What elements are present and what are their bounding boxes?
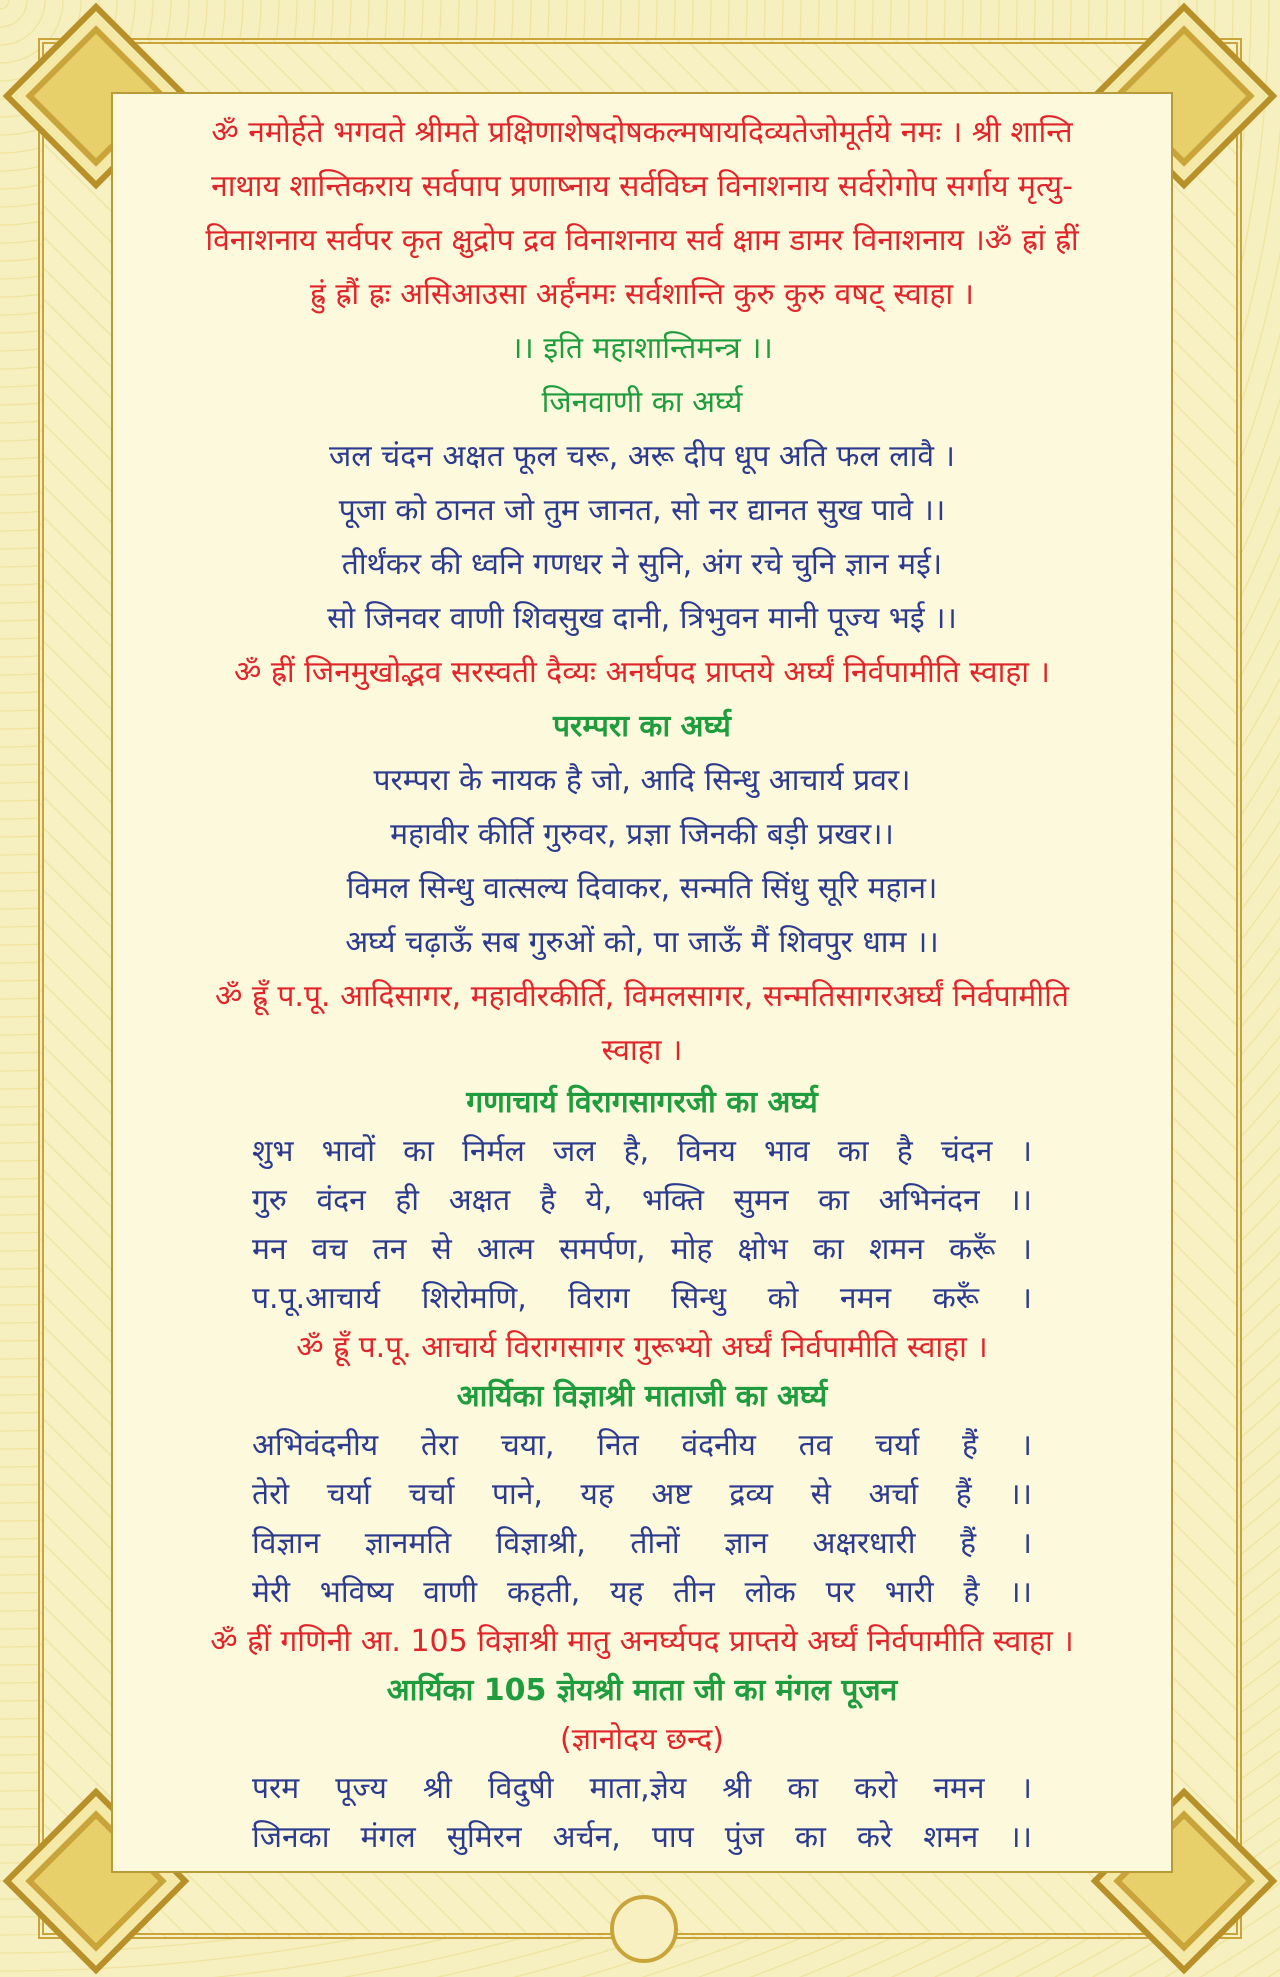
mantra-line: विनाशनाय सर्वपर कृत क्षुद्रोप द्रव विनाशनाय सर्व क्षाम डामर विनाशनाय ।ॐ ह्रां ह्रीं xyxy=(205,223,1079,258)
verse-line: जिनका मंगल सुमिरन अर्चन, पाप पुंज का करे शमन ।। xyxy=(252,1820,1032,1855)
verse-line: मन वच तन से आत्म समर्पण, मोह क्षोभ का शमन करूँ । xyxy=(252,1232,1032,1267)
verse-line: सो जिनवर वाणी शिवसुख दानी, त्रिभुवन मानी पूज्य भई ।। xyxy=(327,601,957,636)
text-panel xyxy=(111,92,1173,1873)
section-heading: आर्यिका 105 ज्ञेयश्री माता जी का मंगल पूजन xyxy=(386,1673,898,1708)
section-heading: गणाचार्य विरागसागरजी का अर्घ्य xyxy=(466,1085,818,1120)
mantra-line: ॐ ह्रीं गणिनी आ. 105 विज्ञाश्री मातु अनर्घ्यपद प्राप्तये अर्घ्यं निर्वपामीति स्वाहा । xyxy=(210,1624,1074,1659)
mantra-line: स्वाहा । xyxy=(601,1033,683,1068)
mantra-line: ॐ नमोर्हते भगवते श्रीमते प्रक्षिणाशेषदोषकल्मषायदिव्यतेजोमूर्तये नमः । श्री शान्ति xyxy=(211,115,1073,150)
verse-line: प.पू.आचार्य शिरोमणि, विराग सिन्धु को नमन करूँ । xyxy=(252,1281,1032,1316)
mantra-line: (ज्ञानोदय छन्द) xyxy=(560,1722,724,1757)
section-heading: जिनवाणी का अर्घ्य xyxy=(541,385,743,420)
verse-line: महावीर कीर्ति गुरुवर, प्रज्ञा जिनकी बड़ी प्रखर।। xyxy=(390,817,894,852)
verse-line: गुरु वंदन ही अक्षत है ये, भक्ति सुमन का अभिनंदन ।। xyxy=(252,1183,1032,1218)
verse-line: तेरो चर्या चर्चा पाने, यह अष्ट द्रव्य से अर्चा हैं ।। xyxy=(252,1477,1032,1512)
section-heading: परम्परा का अर्घ्य xyxy=(553,709,731,744)
mantra-line: नाथाय शान्तिकराय सर्वपाप प्रणाष्नाय सर्वविघ्न विनाशनाय सर्वरोगोप सर्गाय मृत्यु- xyxy=(211,169,1073,204)
verse-line: पूजा को ठानत जो तुम जानत, सो नर द्यानत सुख पावे ।। xyxy=(338,493,946,528)
verse-line: मेरी भविष्य वाणी कहती, यह तीन लोक पर भारी है ।। xyxy=(252,1575,1032,1610)
section-heading: ।। इति महाशान्तिमन्त्र ।। xyxy=(511,331,773,366)
puja-text xyxy=(113,106,1171,1862)
verse-line: विज्ञान ज्ञानमति विज्ञाश्री, तीनों ज्ञान अक्षरधारी हैं । xyxy=(252,1526,1032,1561)
verse-line: विमल सिन्धु वात्सल्य दिवाकर, सन्मति सिंधु सूरि महान। xyxy=(346,871,938,906)
mantra-line: ॐ ह्रूँ प.पू. आदिसागर, महावीरकीर्ति, विमलसागर, सन्मतिसागरअर्घ्यं निर्वपामीति xyxy=(215,979,1069,1014)
verse-line: जल चंदन अक्षत फूल चरू, अरू दीप धूप अति फल लावै । xyxy=(329,439,955,474)
mantra-line: ॐ ह्रीं जिनमुखोद्भव सरस्वती दैव्यः अनर्घपद प्राप्तये अर्घ्यं निर्वपामीति स्वाहा । xyxy=(234,655,1050,690)
mantra-line: ॐ ह्रूँ प.पू. आचार्य विरागसागर गुरूभ्यो अर्घ्यं निर्वपामीति स्वाहा । xyxy=(296,1330,988,1365)
section-heading: आर्यिका विज्ञाश्री माताजी का अर्घ्य xyxy=(456,1379,828,1414)
verse-line: परम पूज्य श्री विदुषी माता,ज्ञेय श्री का करो नमन । xyxy=(252,1771,1032,1806)
verse-line: परम्परा के नायक है जो, आदि सिन्धु आचार्य प्रवर। xyxy=(373,763,911,798)
bottom-medallion xyxy=(610,1895,678,1963)
verse-line: अभिवंदनीय तेरा चया, नित वंदनीय तव चर्या हैं । xyxy=(252,1428,1032,1463)
verse-line: शुभ भावों का निर्मल जल है, विनय भाव का है चंदन । xyxy=(252,1134,1032,1169)
verse-line: तीर्थंकर की ध्वनि गणधर ने सुनि, अंग रचे चुनि ज्ञान मई। xyxy=(341,547,943,582)
verse-line: अर्घ्य चढ़ाऊँ सब गुरुओं को, पा जाऊँ मैं शिवपुर धाम ।। xyxy=(345,925,939,960)
mantra-line: ह्रुं ह्रौं ह्रः असिआउसा अर्हंनमः सर्वशान्ति कुरु कुरु वषट् स्वाहा । xyxy=(309,277,975,312)
